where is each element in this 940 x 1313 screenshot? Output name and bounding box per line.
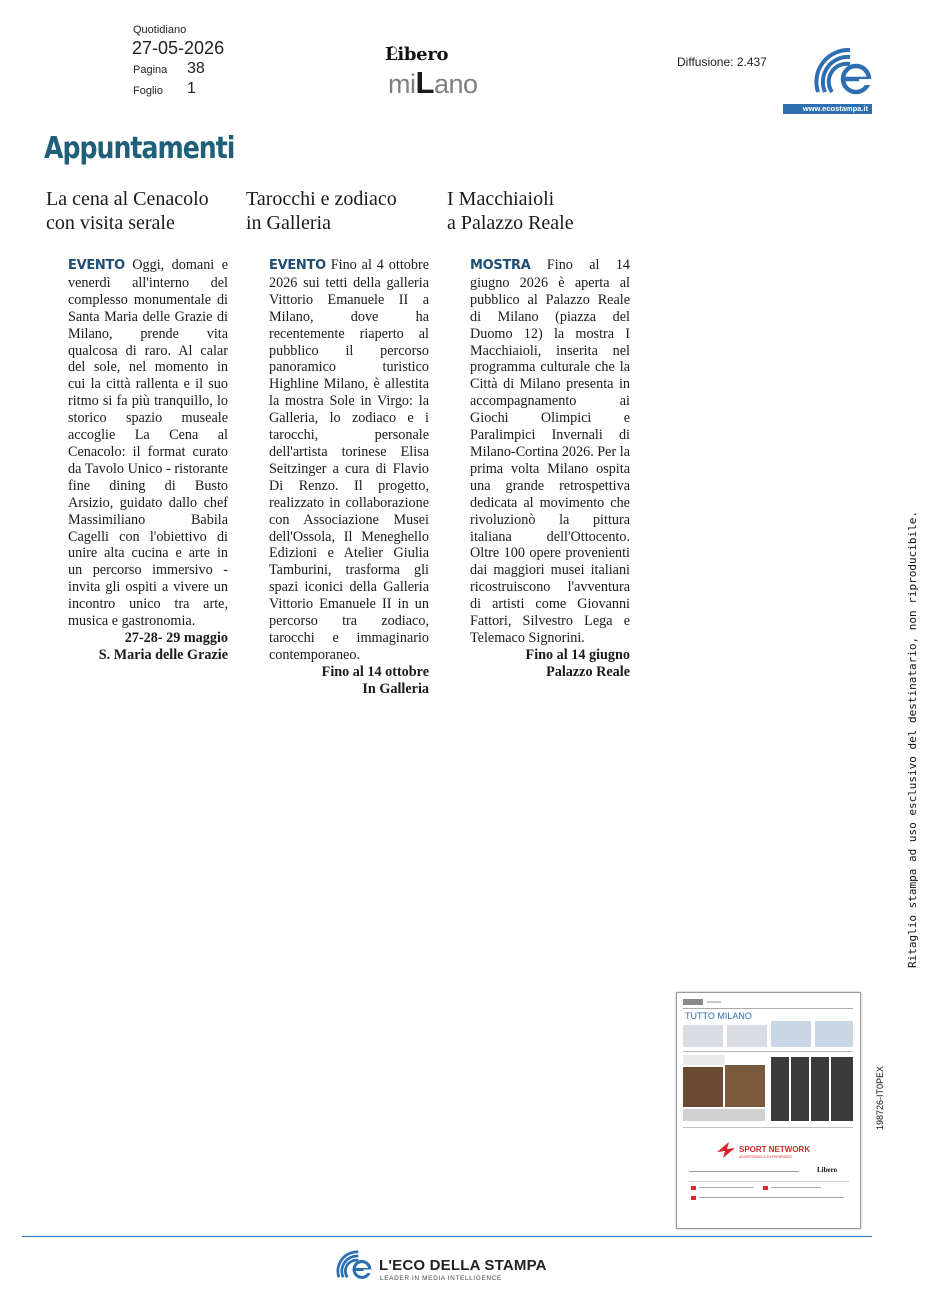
- article-1-venue: S. Maria delle Grazie: [98, 646, 228, 663]
- sheet-label: Foglio: [133, 85, 163, 97]
- ad-partner: Libero: [817, 1166, 838, 1174]
- diffusion-count: Diffusione: 2.437: [677, 55, 767, 69]
- footer-tagline: LEADER IN MEDIA INTELLIGENCE: [380, 1275, 502, 1282]
- ad-brand-sub: ADVERTISING & EXPERIENCES: [739, 1155, 792, 1159]
- sheet-number: 1: [187, 80, 196, 97]
- article-1-dates: 27-28- 29 maggio: [124, 629, 228, 646]
- article-3-headline: I Macchiaioli a Palazzo Reale: [447, 188, 574, 234]
- page-thumbnail[interactable]: [676, 992, 861, 1229]
- article-1-body: EVENTO Oggi, domani e venerdì all'interno del complesso monumentale di Santa Maria delle Grazie di Milano, prende vita qualcosa di raro. Al calar del sole, nel momento in cui la città rallenta e il suo ritmo si fa più tranquillo, lo storico spazio museale accoglie La Cena al Cenacolo: il format curato da Tavolo Unico - ristorante fine dining di Busto Arsizio, guidato dallo chef Massimiliano Babila Cagelli con l'obiettivo di unire alta cucina e arte in un percorso immersivo - invita gli ospiti a vivere un incontro unico tra arte, musica e gastronomia. 27-28- 29 maggio S. Maria delle Grazie: [68, 257, 228, 663]
- footer-brand: L'ECO DELLA STAMPA: [379, 1257, 547, 1274]
- article-2-dates: Fino al 14 ottobre: [321, 663, 429, 680]
- section-title: Appuntamenti: [44, 131, 235, 166]
- article-2-headline: Tarocchi e zodiaco in Galleria: [246, 188, 397, 234]
- article-3-venue: Palazzo Reale: [546, 663, 630, 680]
- masthead-logo: [385, 44, 510, 104]
- thumbnail-title: TUTTO MILANO: [685, 1011, 752, 1021]
- publication-date: 27-05-2026: [132, 38, 225, 58]
- article-1-headline: La cena al Cenacolo con visita serale: [46, 188, 209, 234]
- reproduction-notice: Ritaglio stampa ad uso esclusivo del destinatario, non riproducibile.: [906, 511, 919, 968]
- eco-stampa-logo-icon: [812, 42, 874, 98]
- masthead-libero: Libero: [385, 44, 449, 65]
- article-2-venue: In Galleria: [362, 680, 429, 697]
- article-1-kicker: EVENTO: [68, 258, 125, 273]
- newspaper-type: Quotidiano: [133, 24, 187, 36]
- article-2-kicker: EVENTO: [269, 258, 326, 273]
- clip-code: 198726-IT0PEX: [875, 1065, 885, 1130]
- page-number: 38: [187, 60, 205, 77]
- masthead-milano: miLano: [388, 65, 478, 100]
- article-3-dates: Fino al 14 giugno: [525, 646, 630, 663]
- eco-url-bar[interactable]: www.ecostampa.it: [783, 104, 872, 114]
- ad-brand: SPORT NETWORK: [739, 1145, 811, 1154]
- footer-eco-logo-icon: [334, 1247, 374, 1281]
- sport-network-logo-icon: [715, 1140, 737, 1160]
- article-3-body: MOSTRA Fino al 14 giugno 2026 è aperta al pubblico al Palazzo Reale di Milano (piazza del Duomo 12) la mostra I Macchiaioli, inserita nel programma culturale che la Città di Milano presenta in accompagnamento ai Giochi Olimpici e Paralimpici Invernali di Milano-Cortina 2026. Per la prima volta Milano ospita una grande retrospettiva dedicata al movimento che rivoluzionò la pittura italiana dell'Ottocento. Oltre 100 opere provenienti dai maggiori musei italiani ricostruiscono l'avventura di artisti come Giovanni Fattori, Silvestro Lega e Telemaco Signorini. Fino al 14 giugno Palazzo Reale: [470, 257, 631, 680]
- article-3-kicker: MOSTRA: [470, 258, 531, 273]
- page-label: Pagina: [133, 64, 168, 76]
- article-2-body: EVENTO Fino al 4 ottobre 2026 sui tetti della galleria Vittorio Emanuele II a Milano, dove ha recentemente riaperto al pubblico il percorso panoramico turistico Highline Milano, è allestita la mostra Sole in Virgo: la Galleria, lo zodiaco e i tarocchi, personale dell'artista torinese Elisa Seitzinger a cura di Flavio Di Renzo. Il progetto, realizzato in collaborazione con Associazione Musei dell'Ossola, Il Meneghello Edizioni e Atelier Giulia Tamburini, trasforma gli spazi iconici della Galleria Vittorio Emanuele II in un percorso tra zodiaco, tarocchi e immaginario contemporaneo. Fino al 14 ottobre In Galleria: [269, 257, 429, 697]
- footer-divider: [22, 1236, 872, 1237]
